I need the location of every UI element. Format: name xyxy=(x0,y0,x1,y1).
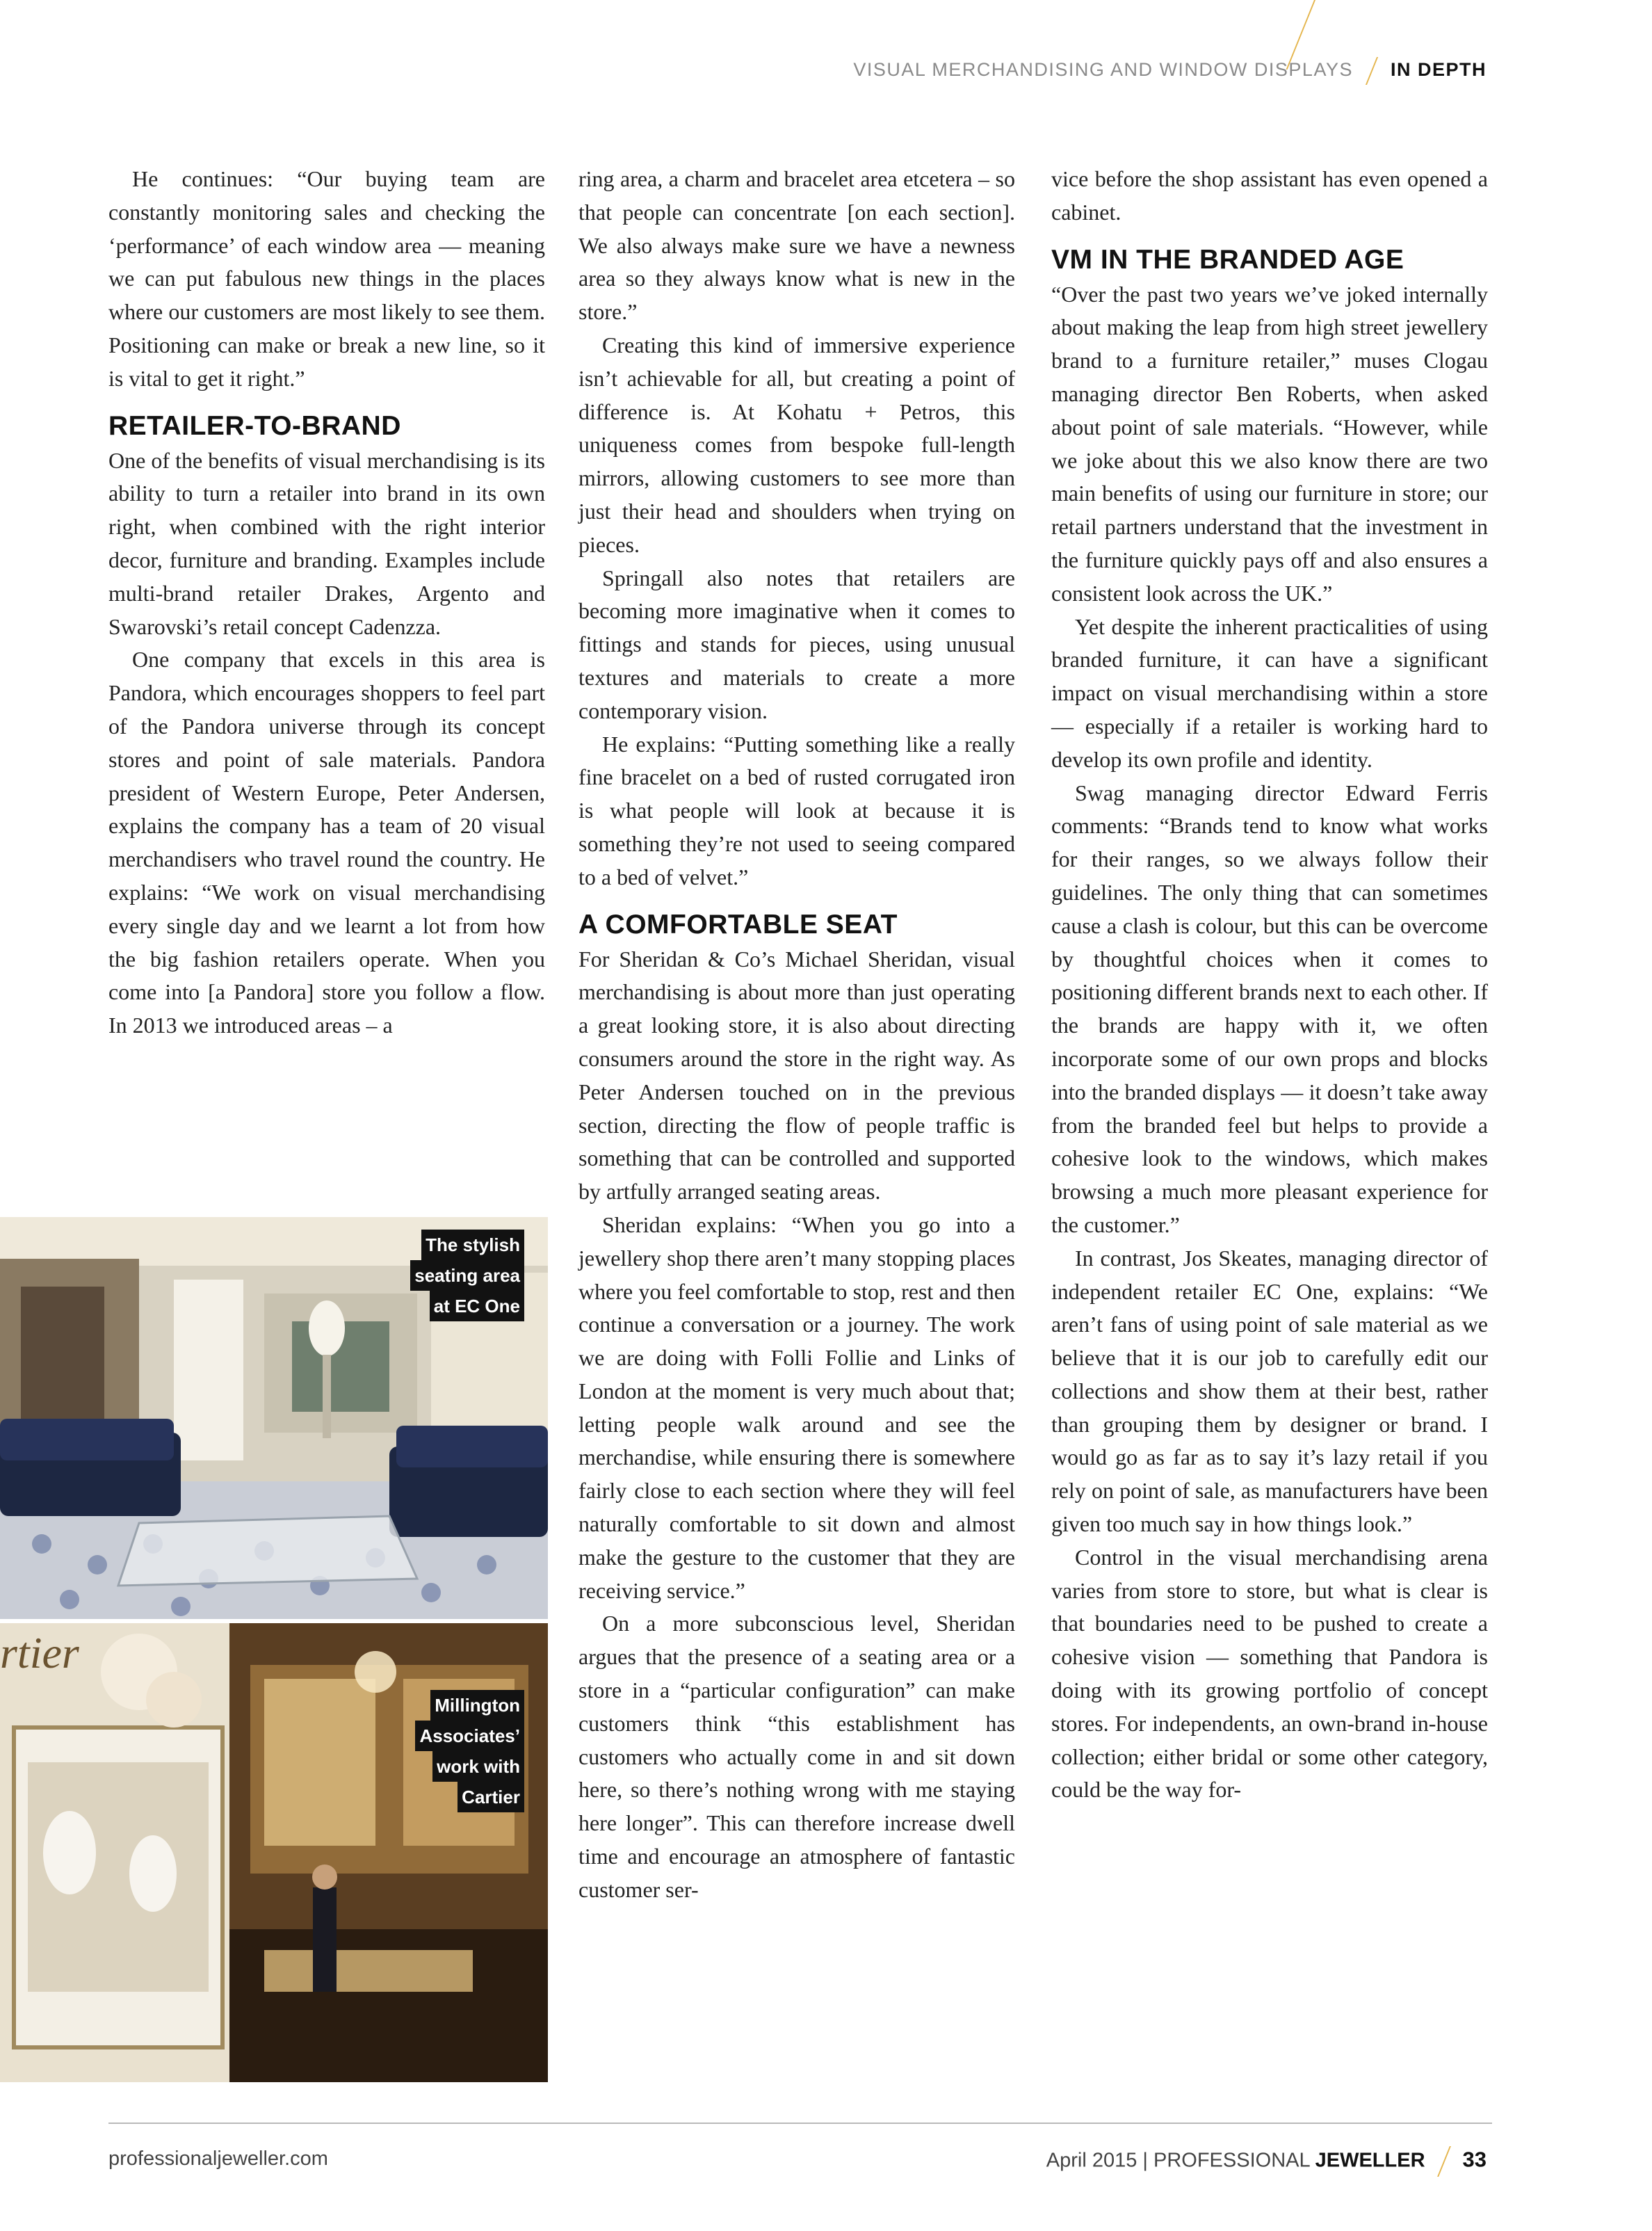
running-head xyxy=(853,57,1487,85)
article-column-2 xyxy=(578,163,1015,1907)
article-paragraph: Sheridan explains: “When you go into a jewellery shop there aren’t many stopping places where you feel comfortable to stop, rest and then continue a conversation or a journey. The work we are doing with Folli Follie and Links of London at the moment is very much about that; letting people walk around and see the merchandise, while ensuring there is somewhere fairly close to each section where they will feel naturally comfortable to sit down and almost make the gesture to the customer that they are receiving service.” xyxy=(578,1211,1015,1603)
article-paragraph: One company that excels in this area is Pandora, which encourages shoppers to feel part of the Pandora universe through its concept stores and point of sale materials. Pandora president of Western Europe, Peter Andersen, explains the company has a team of 20 visual merchandisers who travel round the country. He explains: “We work on visual merchandising every single day and we learnt a lot from how the big fashion retailers operate. When you come into [a Pandora] store you follow a flow. In 2013 we introduced areas – a xyxy=(108,647,545,1038)
section-heading: A COMFORTABLE SEAT xyxy=(578,909,898,940)
article-paragraph: On a more subconscious level, Sheridan argues that the presence of a seating area or a store in a “particular configuration” can make customers think “this establishment has customers who actually come in and sit down here, so there’s nothing wrong with me staying here longer”. This can therefore increase dwell time and encourage an atmosphere of fantastic customer ser- xyxy=(578,1611,1015,1902)
section-heading: VM IN THE BRANDED AGE xyxy=(1051,244,1404,275)
running-head-divider xyxy=(1366,57,1378,85)
article-paragraph: He continues: “Our buying team are constantly monitoring sales and checking the ‘performance’ of each window area — meaning we can put fabulous new things in the places where our customers are most likely to see them. Positioning can make or break a new line, so it is vital to get it right.” xyxy=(108,166,545,391)
article-column-1 xyxy=(108,163,545,1042)
footer-magazine: JEWELLER xyxy=(1315,2149,1425,2172)
footer-url: professionaljeweller.com xyxy=(108,2148,328,2170)
caption-line: Associates’ xyxy=(415,1721,524,1751)
cartier-store-photo xyxy=(0,1623,548,2082)
page-number: 33 xyxy=(1462,2147,1487,2172)
caption-line: work with xyxy=(432,1751,524,1782)
footer-rule xyxy=(108,2123,1492,2124)
article-paragraph: Springall also notes that retailers are becoming more imaginative when it comes to fittings and stands for pieces, using unusual textures and materials to create a more contemporary vision. xyxy=(578,565,1015,723)
running-head-topic: IN DEPTH xyxy=(1390,59,1487,81)
article-column-3 xyxy=(1051,163,1488,1807)
article-paragraph: vice before the shop assistant has even opened a cabinet. xyxy=(1051,166,1488,225)
article-paragraph: ring area, a charm and bracelet area etcetera – so that people can concentrate [on each section]. We also always make sure we have a newness area so they always know what is new in the store.” xyxy=(578,166,1015,325)
article-paragraph: “Over the past two years we’ve joked internally about making the leap from high street jewellery brand to a furniture retailer,” muses Clogau managing director Ben Roberts, when asked about point of sale materials. “However, while we joke about this we also know there are two main benefits of using our furniture in store; our retail partners understand that the investment in the furniture quickly pays off and also ensures a consistent look across the UK.” xyxy=(1051,281,1488,606)
article-paragraph: Swag managing director Edward Ferris comments: “Brands tend to know what works for their ranges, so we always follow their guidelines. The only thing that can sometimes cause a clash is colour, but this can be overcome by thoughtful choices when it comes to positioning different brands next to each other. If the brands are happy with it, we often incorporate some of our own props and blocks into the branded displays — it doesn’t take away from the branded feel but helps to provide a cohesive look to the windows, which makes browsing a much more pleasant experience for the customer.” xyxy=(1051,780,1488,1237)
footer-divider xyxy=(1437,2146,1451,2177)
caption-line: at EC One xyxy=(430,1291,524,1321)
cartier-photo-caption xyxy=(415,1690,524,1812)
article-paragraph: In contrast, Jos Skeates, managing director of independent retailer EC One, explains: “We aren’t fans of using point of sale material as we believe that it is our job to carefully edit our collections and show them at their best, rather than grouping them by designer or brand. I would go as far as to say it’s lazy retail if you rely on point of sale, as manufacturers have been given too much say in how things look.” xyxy=(1051,1245,1488,1537)
article-paragraph: Yet despite the inherent practicalities of using branded furniture, it can have a significant impact on visual merchandising within a store — especially if a retailer is working hard to develop its own profile and identity. xyxy=(1051,613,1488,772)
article-paragraph: He explains: “Putting something like a really fine bracelet on a bed of rusted corrugated iron is what people will look at because it is something they’re not used to seeing compared to a bed of velvet.” xyxy=(578,731,1015,889)
article-paragraph: Creating this kind of immersive experience isn’t achievable for all, but creating a point of difference is. At Kohatu + Petros, this uniqueness comes from bespoke full-length mirrors, allowing customers to see more than just their head and shoulders when trying on pieces. xyxy=(578,332,1015,557)
article-paragraph: One of the benefits of visual merchandising is its ability to turn a retailer into brand in its own right, when combined with the right interior decor, furniture and branding. Examples include multi-brand retailer Drakes, Argento and Swarovski’s retail concept Cadenzza. xyxy=(108,447,545,639)
footer-issue xyxy=(1046,2146,1487,2177)
article-paragraph: For Sheridan & Co’s Michael Sheridan, visual merchandising is about more than just operating a great looking store, it is also about directing consumers around the store in the right way. As Peter Andersen touched on in the previous section, directing the flow of people traffic is something that can be controlled and supported by artfully arranged seating areas. xyxy=(578,946,1015,1205)
article-paragraph: Control in the visual merchandising arena varies from store to store, but what is clear is that boundaries need to be pushed to create a cohesive vision — something that Pandora is doing with its growing portfolio of concept stores. For independents, an own-brand in-house collection; either bridal or some other category, could be the way for- xyxy=(1051,1544,1488,1803)
footer-date: April 2015 | PROFESSIONAL xyxy=(1046,2149,1310,2172)
cartier-sign-text: rtier xyxy=(0,1628,79,1677)
running-head-section: VISUAL MERCHANDISING AND WINDOW DISPLAYS xyxy=(853,59,1353,81)
caption-line: Cartier xyxy=(457,1782,524,1812)
seating-photo-caption xyxy=(410,1230,524,1321)
caption-line: Millington xyxy=(430,1690,524,1721)
section-heading: RETAILER-TO-BRAND xyxy=(108,410,401,441)
caption-line: seating area xyxy=(410,1260,524,1291)
caption-line: The stylish xyxy=(421,1230,524,1260)
seating-area-photo xyxy=(0,1217,548,1619)
